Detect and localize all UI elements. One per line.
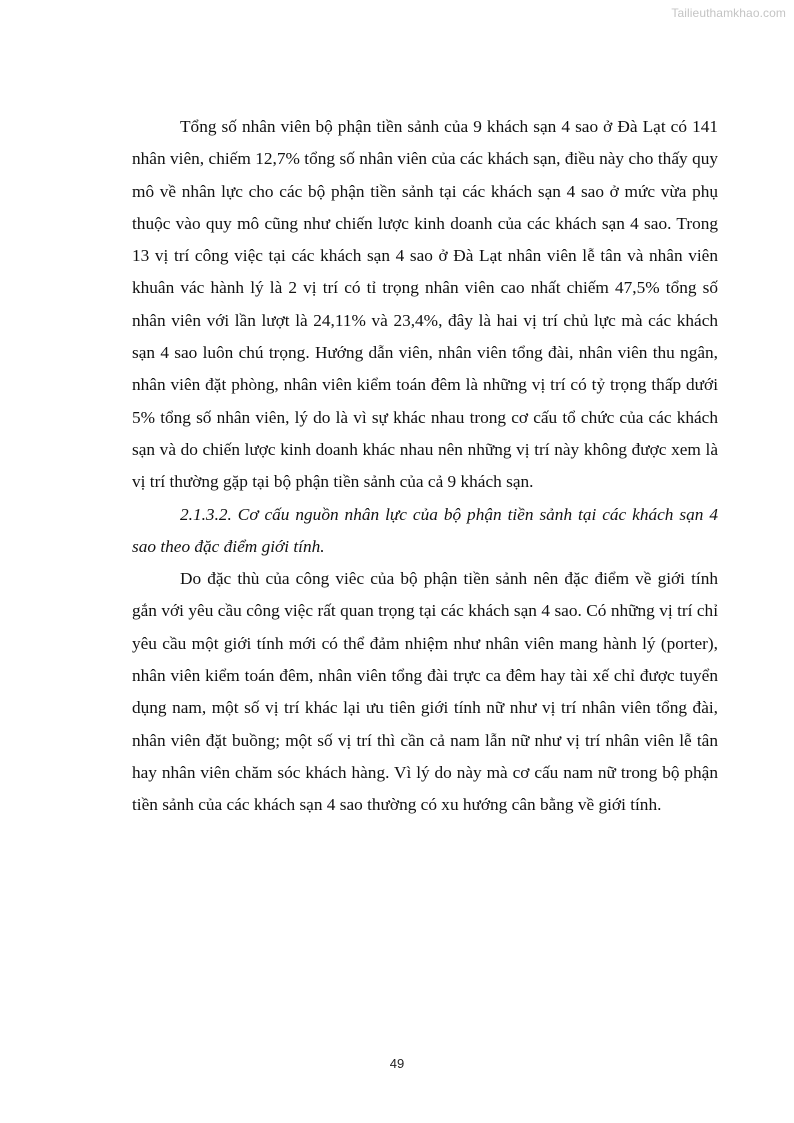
watermark: Tailieuthamkhao.com [671, 6, 786, 20]
paragraph-gender-structure: Do đặc thù của công viêc của bộ phận tiền sảnh nên đặc điểm về giới tính gắn với yêu cầu công việc rất quan trọng tại các khách sạn 4 sao. Có những vị trí chỉ yêu cầu một giới tính mới có thể đảm nhiệm như nhân viên mang hành lý (porter), nhân viên kiểm toán đêm, nhân viên tổng đài trực ca đêm hay tài xế chỉ được tuyển dụng nam, một số vị trí khác lại ưu tiên giới tính nữ như vị trí nhân viên tổng đài, nhân viên đặt buồng; một số vị trí thì cần cả nam lẫn nữ như vị trí nhân viên lễ tân hay nhân viên chăm sóc khách hàng. Vì lý do này mà cơ cấu nam nữ trong bộ phận tiền sảnh của các khách sạn 4 sao thường có xu hướng cân bằng về giới tính. [132, 569, 718, 815]
paragraph-front-office-staff: Tổng số nhân viên bộ phận tiền sảnh của 9 khách sạn 4 sao ở Đà Lạt có 141 nhân viên, chiếm 12,7% tổng số nhân viên của các khách sạn, điều này cho thấy quy mô về nhân lực cho các bộ phận tiền sảnh tại các khách sạn 4 sao ở mức vừa phụ thuộc vào quy mô cũng như chiến lược kinh doanh của các khách sạn 4 sao. Trong 13 vị trí công việc tại các khách sạn 4 sao ở Đà Lạt nhân viên lễ tân và nhân viên khuân vác hành lý là 2 vị trí có tỉ trọng nhân viên cao nhất chiếm 47,5% tổng số nhân viên với lần lượt là 24,11% và 23,4%, đây là hai vị trí chủ lực mà các khách sạn 4 sao luôn chú trọng. Hướng dẫn viên, nhân viên tổng đài, nhân viên thu ngân, nhân viên đặt phòng, nhân viên kiểm toán đêm là những vị trí có tỷ trọng thấp dưới 5% tổng số nhân viên, lý do là vì sự khác nhau trong cơ cấu tổ chức của các khách sạn và do chiến lược kinh doanh khác nhau nên những vị trí này không được xem là vị trí thường gặp tại bộ phận tiền sảnh của cả 9 khách sạn. [132, 117, 718, 492]
section-heading: 2.1.3.2. Cơ cấu nguồn nhân lực của bộ phận tiền sảnh tại các khách sạn 4 sao theo đặc điểm giới tính. [132, 504, 718, 556]
page-body [132, 111, 718, 822]
page-number: 49 [389, 1056, 405, 1071]
